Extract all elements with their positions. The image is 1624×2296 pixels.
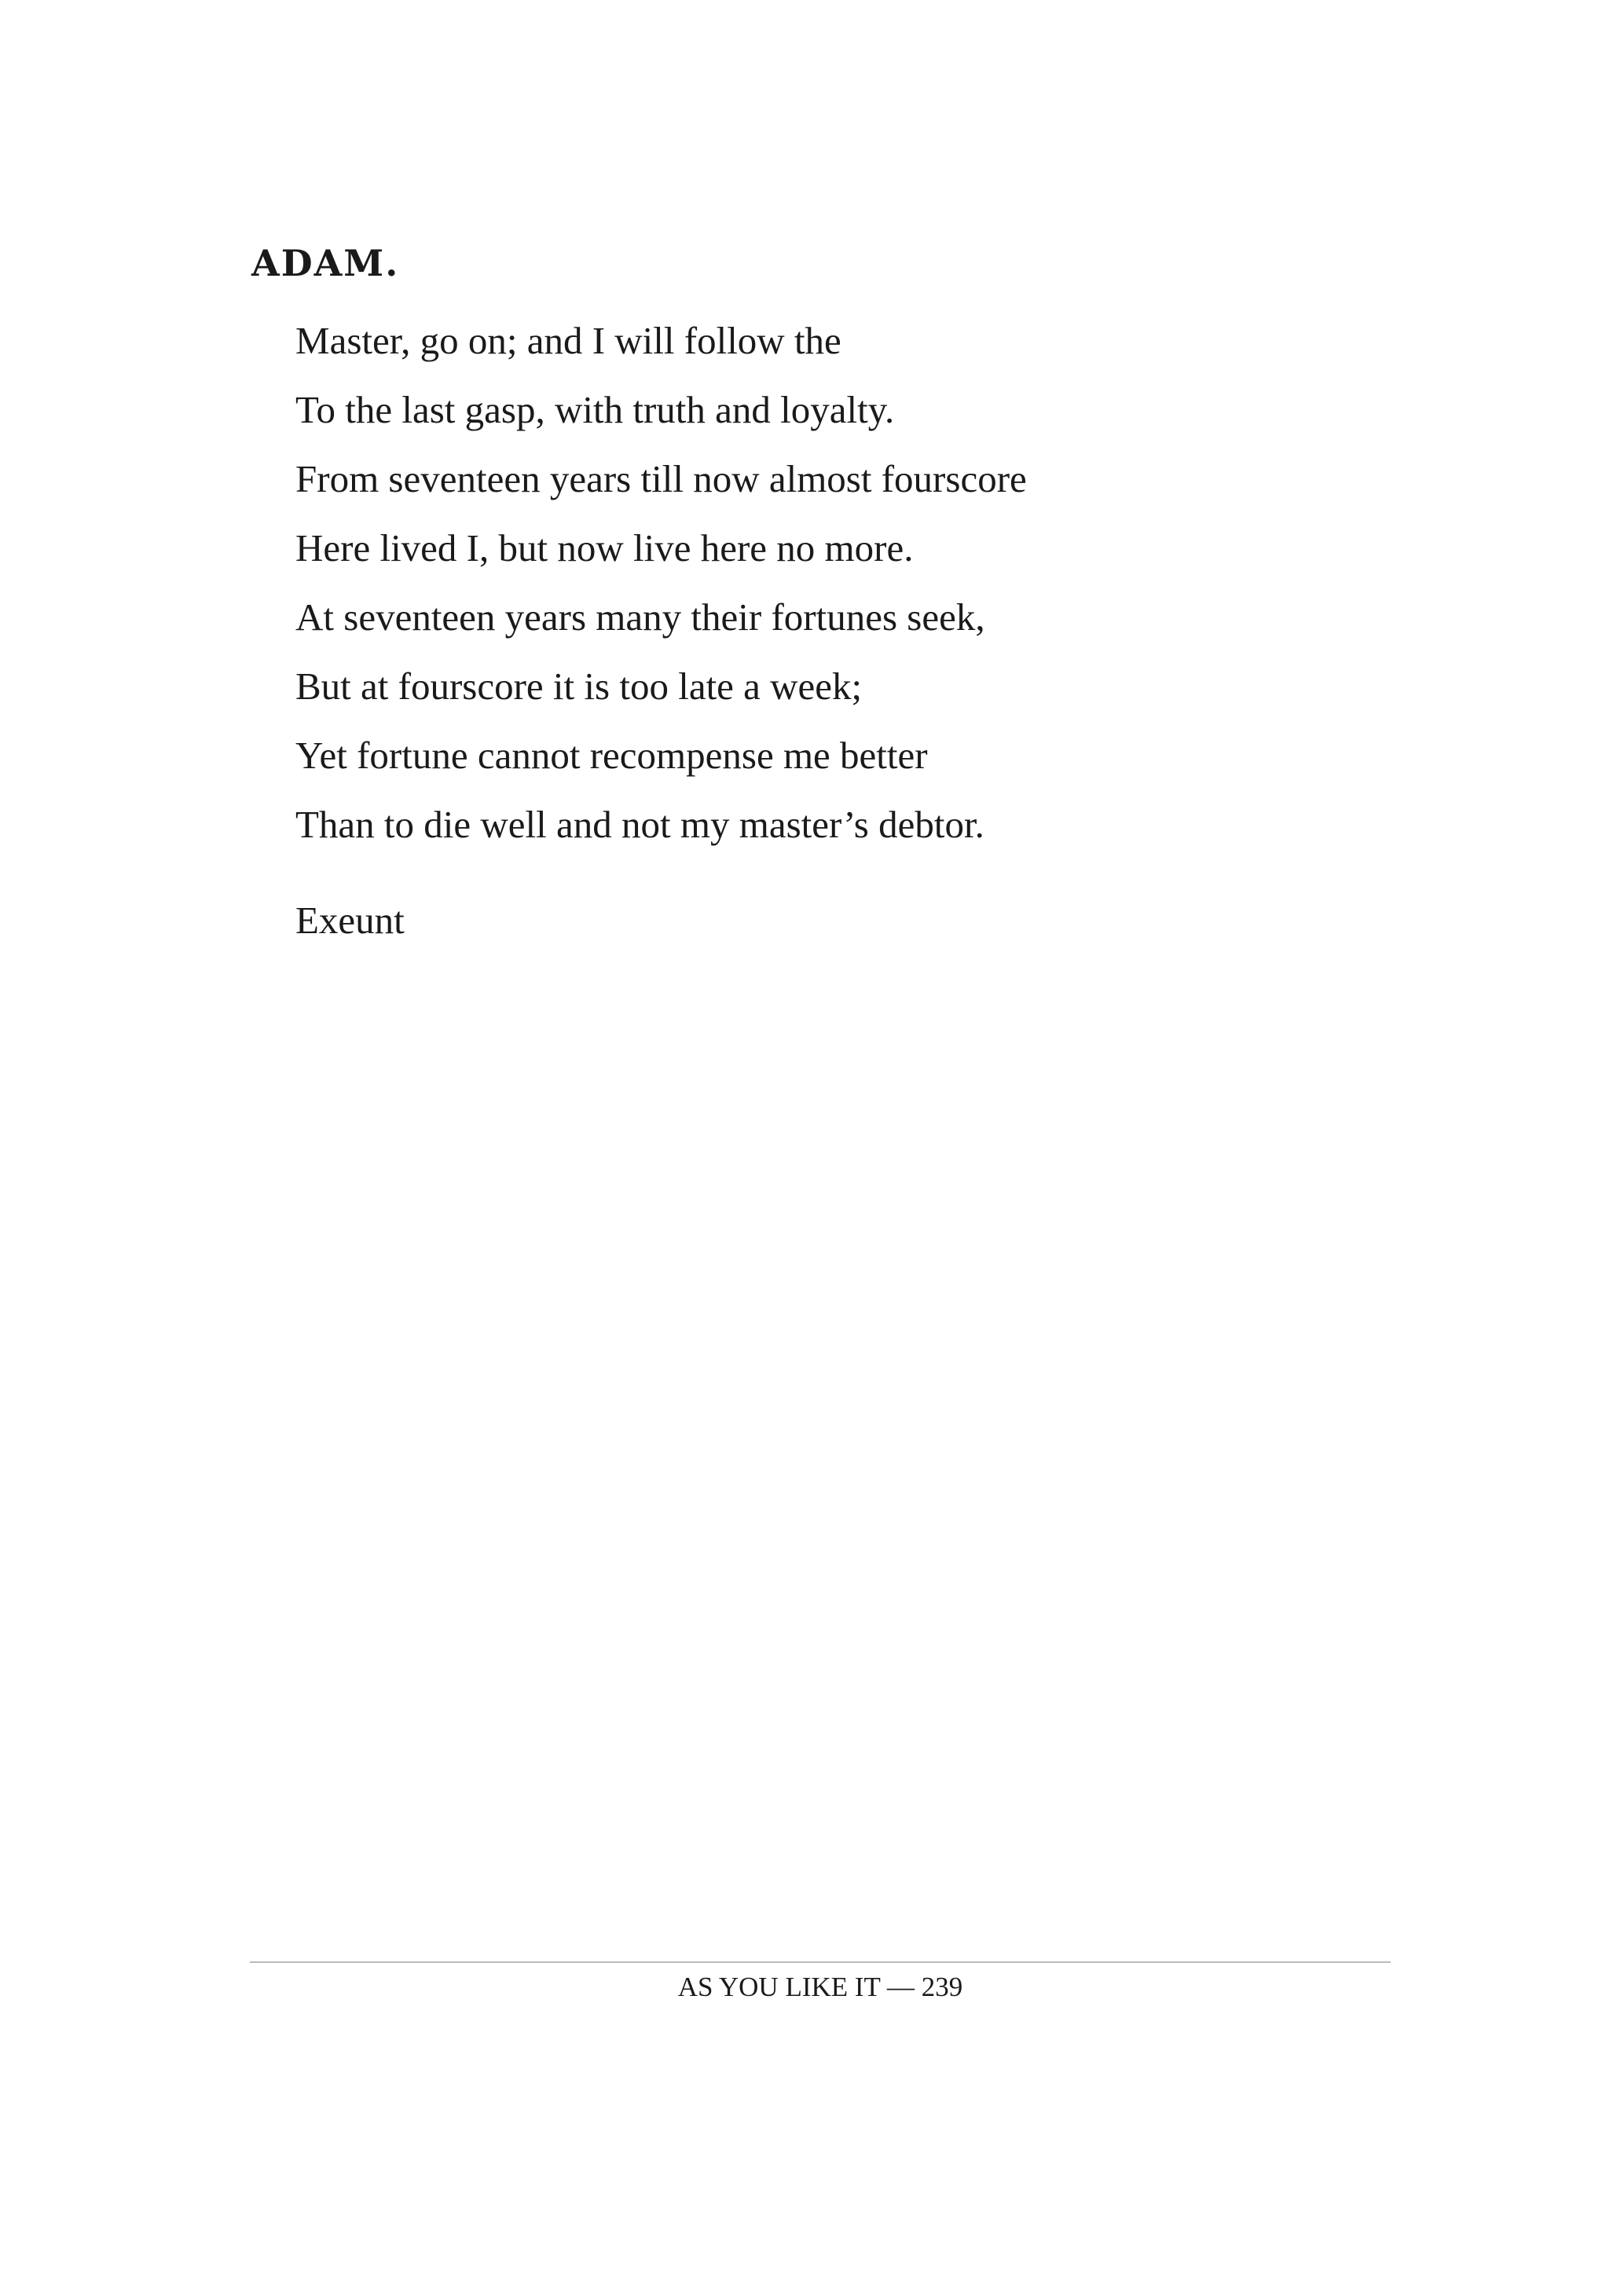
speaker-name: ADAM.: [251, 242, 400, 284]
stage-direction: Exeunt: [295, 899, 405, 942]
verse-line: Master, go on; and I will follow the: [295, 319, 841, 362]
verse-line: Than to die well and not my master’s debtor.: [295, 803, 984, 846]
page-footer: AS YOU LIKE IT — 239: [677, 1972, 963, 2002]
verse-line: Here lived I, but now live here no more.: [295, 526, 914, 569]
footer-divider: [250, 1961, 1391, 1963]
verse-line: Yet fortune cannot recompense me better: [295, 734, 928, 777]
verse-line: But at fourscore it is too late a week;: [295, 665, 863, 708]
verse-line: From seventeen years till now almost fourscore: [295, 457, 1027, 500]
verse-line: To the last gasp, with truth and loyalty.: [295, 388, 895, 431]
verse-lines: [295, 306, 1027, 859]
verse-line: At seventeen years many their fortunes seek,: [295, 595, 985, 639]
